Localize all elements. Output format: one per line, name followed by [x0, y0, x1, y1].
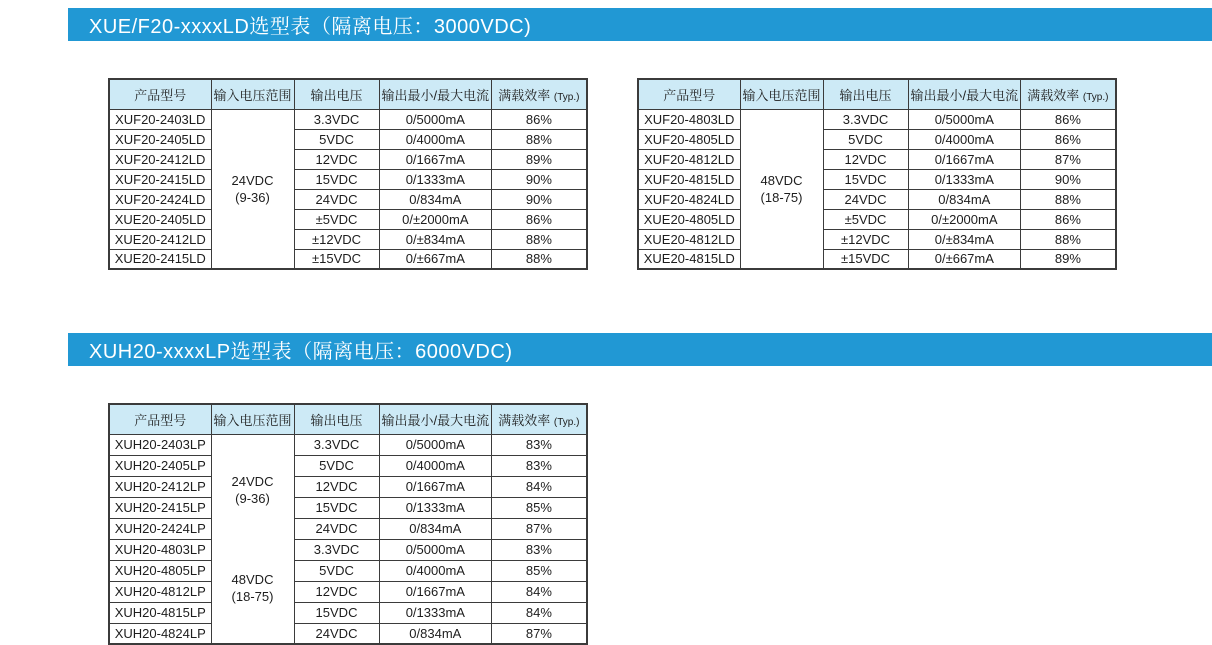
- input-range-group: [214, 571, 292, 605]
- column-header-output-current: 输出最小/最大电流: [908, 79, 1021, 109]
- output-current-cell: 0/834mA: [908, 189, 1021, 209]
- model-cell: XUH20-2412LP: [109, 476, 211, 497]
- efficiency-cell: 84%: [492, 602, 587, 623]
- column-header-model: 产品型号: [638, 79, 740, 109]
- header-row: [109, 79, 587, 109]
- input-voltage: 24VDC: [231, 172, 274, 188]
- model-cell: XUH20-4812LP: [109, 581, 211, 602]
- output-voltage-cell: ±5VDC: [823, 209, 908, 229]
- model-cell: XUF20-2415LD: [109, 169, 211, 189]
- output-current-cell: 0/5000mA: [379, 539, 492, 560]
- output-voltage-cell: 24VDC: [294, 623, 379, 644]
- table-row: [109, 229, 587, 249]
- output-voltage-cell: 5VDC: [294, 455, 379, 476]
- column-header-input-range: 输入电压范围: [211, 79, 294, 109]
- model-cell: XUH20-2424LP: [109, 518, 211, 539]
- selection-table: [637, 78, 1117, 270]
- table-row: [109, 434, 587, 455]
- efficiency-cell: 88%: [492, 229, 587, 249]
- table-row: [638, 189, 1116, 209]
- output-voltage-cell: 12VDC: [294, 476, 379, 497]
- efficiency-cell: 89%: [1021, 249, 1116, 269]
- column-header-output-voltage: 输出电压: [294, 404, 379, 434]
- output-voltage-cell: 12VDC: [294, 581, 379, 602]
- efficiency-cell: 86%: [1021, 129, 1116, 149]
- output-voltage-cell: 5VDC: [823, 129, 908, 149]
- output-voltage-cell: ±12VDC: [294, 229, 379, 249]
- output-current-cell: 0/834mA: [379, 518, 492, 539]
- input-voltage: 24VDC: [231, 473, 274, 489]
- output-current-cell: 0/1333mA: [379, 169, 492, 189]
- output-current-cell: 0/834mA: [379, 189, 492, 209]
- section-banner-xuh20: XUH20-xxxxLP选型表（隔离电压：6000VDC): [68, 333, 1212, 366]
- model-cell: XUE20-4815LD: [638, 249, 740, 269]
- header-row: [638, 79, 1116, 109]
- column-header-model: 产品型号: [109, 79, 211, 109]
- table-row: [638, 169, 1116, 189]
- output-voltage-cell: ±15VDC: [823, 249, 908, 269]
- table-row: [109, 109, 587, 129]
- efficiency-cell: 86%: [1021, 209, 1116, 229]
- output-voltage-cell: 3.3VDC: [294, 109, 379, 129]
- input-range: (18-75): [760, 189, 803, 205]
- table-row: [638, 129, 1116, 149]
- column-header-input-range: 输入电压范围: [211, 404, 294, 434]
- input-range: (9-36): [235, 189, 270, 205]
- model-cell: XUF20-2403LD: [109, 109, 211, 129]
- table-row: [109, 602, 587, 623]
- table-row: [109, 209, 587, 229]
- efficiency-cell: 90%: [492, 169, 587, 189]
- efficiency-cell: 85%: [492, 497, 587, 518]
- efficiency-header-label: 满载效率: [498, 87, 551, 103]
- model-cell: XUH20-4803LP: [109, 539, 211, 560]
- efficiency-cell: 84%: [492, 476, 587, 497]
- model-cell: XUH20-4805LP: [109, 560, 211, 581]
- model-cell: XUH20-2405LP: [109, 455, 211, 476]
- header-row: [109, 404, 587, 434]
- model-cell: XUF20-2424LD: [109, 189, 211, 209]
- output-current-cell: 0/±834mA: [379, 229, 492, 249]
- input-range-group: [214, 473, 292, 507]
- column-header-output-voltage: 输出电压: [823, 79, 908, 109]
- efficiency-cell: 87%: [492, 623, 587, 644]
- output-current-cell: 0/±667mA: [908, 249, 1021, 269]
- selection-table-24vdc-ld: [108, 78, 588, 270]
- output-voltage-cell: ±5VDC: [294, 209, 379, 229]
- efficiency-cell: 88%: [1021, 189, 1116, 209]
- output-voltage-cell: 5VDC: [294, 129, 379, 149]
- output-voltage-cell: 15VDC: [823, 169, 908, 189]
- output-voltage-cell: 24VDC: [294, 189, 379, 209]
- input-range-cell: [740, 109, 823, 269]
- column-header-efficiency: [492, 404, 587, 434]
- model-cell: XUF20-2412LD: [109, 149, 211, 169]
- efficiency-cell: 88%: [492, 249, 587, 269]
- table-row: [109, 497, 587, 518]
- table-row: [109, 129, 587, 149]
- column-header-input-range: 输入电压范围: [740, 79, 823, 109]
- efficiency-cell: 90%: [492, 189, 587, 209]
- output-voltage-cell: 24VDC: [823, 189, 908, 209]
- column-header-model: 产品型号: [109, 404, 211, 434]
- output-voltage-cell: 12VDC: [294, 149, 379, 169]
- selection-table: [108, 78, 588, 270]
- input-range: (18-75): [231, 588, 274, 604]
- efficiency-typ-label: (Typ.): [1082, 91, 1109, 103]
- efficiency-cell: 88%: [492, 129, 587, 149]
- output-current-cell: 0/±2000mA: [379, 209, 492, 229]
- efficiency-typ-label: (Typ.): [553, 91, 580, 103]
- input-range-cell: [211, 434, 294, 644]
- efficiency-cell: 87%: [1021, 149, 1116, 169]
- output-current-cell: 0/5000mA: [908, 109, 1021, 129]
- output-current-cell: 0/±834mA: [908, 229, 1021, 249]
- table-row: [638, 109, 1116, 129]
- table-row: [109, 518, 587, 539]
- output-voltage-cell: ±12VDC: [823, 229, 908, 249]
- efficiency-cell: 88%: [1021, 229, 1116, 249]
- output-voltage-cell: 3.3VDC: [294, 539, 379, 560]
- output-current-cell: 0/±2000mA: [908, 209, 1021, 229]
- column-header-output-voltage: 输出电压: [294, 79, 379, 109]
- output-current-cell: 0/834mA: [379, 623, 492, 644]
- efficiency-cell: 85%: [492, 560, 587, 581]
- model-cell: XUE20-2412LD: [109, 229, 211, 249]
- model-cell: XUH20-2403LP: [109, 434, 211, 455]
- table-row: [109, 249, 587, 269]
- output-current-cell: 0/±667mA: [379, 249, 492, 269]
- model-cell: XUF20-4803LD: [638, 109, 740, 129]
- input-range-cell: [211, 109, 294, 269]
- output-voltage-cell: 3.3VDC: [823, 109, 908, 129]
- model-cell: XUF20-4824LD: [638, 189, 740, 209]
- table-row: [109, 623, 587, 644]
- output-voltage-cell: ±15VDC: [294, 249, 379, 269]
- table-row: [109, 189, 587, 209]
- selection-table-48vdc-ld: [637, 78, 1117, 270]
- output-current-cell: 0/4000mA: [379, 129, 492, 149]
- table-row: [638, 229, 1116, 249]
- table-row: [109, 581, 587, 602]
- section-banner-xuef20: XUE/F20-xxxxLD选型表（隔离电压：3000VDC): [68, 8, 1212, 41]
- efficiency-cell: 83%: [492, 539, 587, 560]
- model-cell: XUH20-2415LP: [109, 497, 211, 518]
- column-header-efficiency: [1021, 79, 1116, 109]
- selection-table: [108, 403, 588, 645]
- model-cell: XUF20-4805LD: [638, 129, 740, 149]
- output-current-cell: 0/1333mA: [379, 497, 492, 518]
- output-voltage-cell: 15VDC: [294, 169, 379, 189]
- efficiency-cell: 83%: [492, 455, 587, 476]
- output-current-cell: 0/1667mA: [379, 581, 492, 602]
- input-range-group: [214, 172, 292, 206]
- output-current-cell: 0/5000mA: [379, 434, 492, 455]
- output-voltage-cell: 24VDC: [294, 518, 379, 539]
- efficiency-cell: 89%: [492, 149, 587, 169]
- output-voltage-cell: 15VDC: [294, 602, 379, 623]
- efficiency-header-label: 满载效率: [498, 412, 551, 428]
- model-cell: XUH20-4815LP: [109, 602, 211, 623]
- output-current-cell: 0/5000mA: [379, 109, 492, 129]
- model-cell: XUF20-2405LD: [109, 129, 211, 149]
- model-cell: XUE20-4812LD: [638, 229, 740, 249]
- efficiency-cell: 86%: [1021, 109, 1116, 129]
- efficiency-typ-label: (Typ.): [553, 416, 580, 428]
- output-voltage-cell: 12VDC: [823, 149, 908, 169]
- input-voltage: 48VDC: [231, 571, 274, 587]
- column-header-efficiency: [492, 79, 587, 109]
- model-cell: XUE20-2405LD: [109, 209, 211, 229]
- output-current-cell: 0/4000mA: [379, 455, 492, 476]
- column-header-output-current: 输出最小/最大电流: [379, 404, 492, 434]
- efficiency-cell: 87%: [492, 518, 587, 539]
- output-current-cell: 0/4000mA: [908, 129, 1021, 149]
- output-voltage-cell: 3.3VDC: [294, 434, 379, 455]
- table-row: [638, 149, 1116, 169]
- model-cell: XUE20-4805LD: [638, 209, 740, 229]
- output-voltage-cell: 15VDC: [294, 497, 379, 518]
- efficiency-cell: 83%: [492, 434, 587, 455]
- efficiency-cell: 84%: [492, 581, 587, 602]
- input-voltage: 48VDC: [760, 172, 803, 188]
- model-cell: XUF20-4812LD: [638, 149, 740, 169]
- table-row: [638, 209, 1116, 229]
- table-row: [109, 455, 587, 476]
- table-row: [109, 169, 587, 189]
- efficiency-cell: 90%: [1021, 169, 1116, 189]
- model-cell: XUE20-2415LD: [109, 249, 211, 269]
- table-row: [109, 476, 587, 497]
- column-header-output-current: 输出最小/最大电流: [379, 79, 492, 109]
- selection-table-xuh20-lp: [108, 403, 588, 645]
- efficiency-cell: 86%: [492, 209, 587, 229]
- model-cell: XUF20-4815LD: [638, 169, 740, 189]
- output-current-cell: 0/1667mA: [908, 149, 1021, 169]
- model-cell: XUH20-4824LP: [109, 623, 211, 644]
- output-current-cell: 0/4000mA: [379, 560, 492, 581]
- table-row: [109, 149, 587, 169]
- efficiency-cell: 86%: [492, 109, 587, 129]
- table-row: [638, 249, 1116, 269]
- output-current-cell: 0/1667mA: [379, 476, 492, 497]
- table-row: [109, 539, 587, 560]
- input-range: (9-36): [235, 490, 270, 506]
- output-current-cell: 0/1333mA: [908, 169, 1021, 189]
- input-range-group: [743, 172, 821, 206]
- output-current-cell: 0/1333mA: [379, 602, 492, 623]
- efficiency-header-label: 满载效率: [1027, 87, 1080, 103]
- output-voltage-cell: 5VDC: [294, 560, 379, 581]
- output-current-cell: 0/1667mA: [379, 149, 492, 169]
- table-row: [109, 560, 587, 581]
